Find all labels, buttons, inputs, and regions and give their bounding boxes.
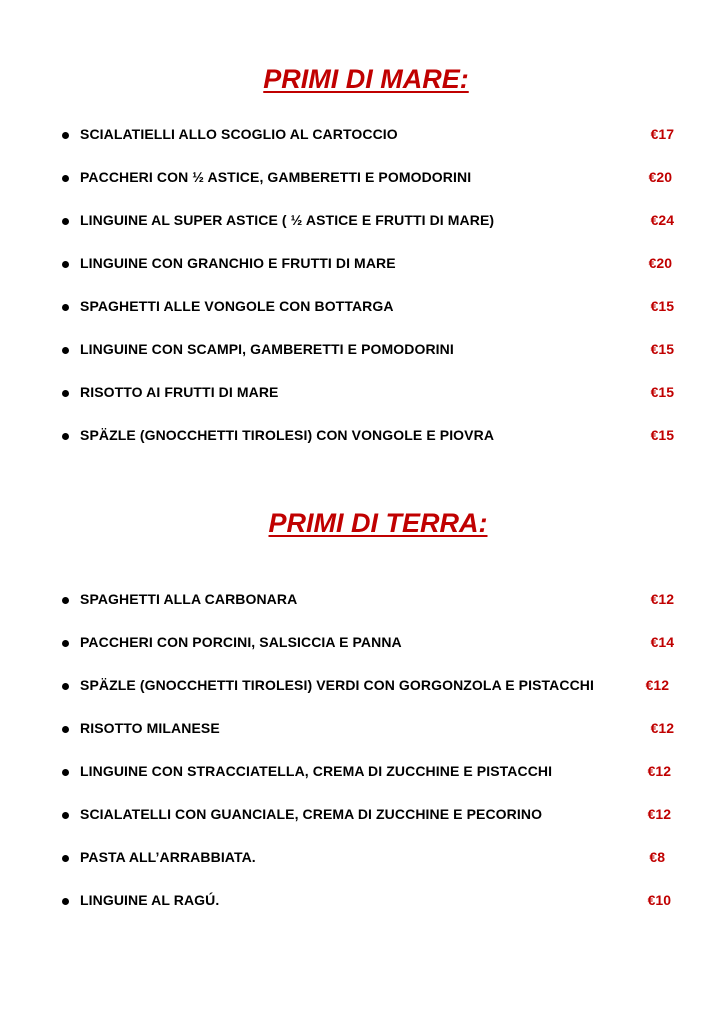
menu-item (0, 804, 724, 847)
dish-price: €20 (648, 255, 672, 271)
menu-item (0, 847, 724, 890)
dish-price: €15 (650, 384, 674, 400)
menu-item (0, 890, 724, 933)
menu-item (0, 425, 724, 468)
dish-price: €14 (650, 634, 674, 650)
menu-list-primi-di-mare (0, 124, 724, 468)
dish-price: €12 (650, 591, 674, 607)
bullet-icon (62, 132, 69, 139)
dish-name: RISOTTO AI FRUTTI DI MARE (80, 384, 279, 400)
menu-item (0, 761, 724, 804)
menu-item (0, 589, 724, 632)
bullet-icon (62, 812, 69, 819)
menu-item (0, 382, 724, 425)
dish-price: €20 (648, 169, 672, 185)
bullet-icon (62, 726, 69, 733)
menu-item (0, 675, 724, 718)
dish-price: €10 (647, 892, 671, 908)
dish-price: €17 (650, 126, 674, 142)
menu-item (0, 167, 724, 210)
dish-name: LINGUINE AL RAGÚ. (80, 892, 220, 908)
bullet-icon (62, 304, 69, 311)
bullet-icon (62, 640, 69, 647)
bullet-icon (62, 769, 69, 776)
section-title-primi-di-terra: PRIMI DI TERRA: (268, 508, 488, 538)
dish-name: LINGUINE CON GRANCHIO E FRUTTI DI MARE (80, 255, 396, 271)
dish-price: €15 (650, 341, 674, 357)
dish-name: SCIALATIELLI ALLO SCOGLIO AL CARTOCCIO (80, 126, 398, 142)
dish-name: RISOTTO MILANESE (80, 720, 220, 736)
dish-name: SPAGHETTI ALLA CARBONARA (80, 591, 298, 607)
menu-list-primi-di-terra (0, 589, 724, 933)
menu-item (0, 632, 724, 675)
bullet-icon (62, 175, 69, 182)
bullet-icon (62, 347, 69, 354)
dish-name: SCIALATELLI CON GUANCIALE, CREMA DI ZUCCHINE E PECORINO (80, 806, 543, 822)
dish-price: €12 (650, 720, 674, 736)
bullet-icon (62, 433, 69, 440)
bullet-icon (62, 898, 69, 905)
menu-item (0, 124, 724, 167)
bullet-icon (62, 218, 69, 225)
dish-name: SPAGHETTI ALLE VONGOLE CON BOTTARGA (80, 298, 394, 314)
menu-item (0, 253, 724, 296)
dish-name: SPÄZLE (GNOCCHETTI TIROLESI) VERDI CON GORGONZOLA E PISTACCHI (80, 677, 594, 693)
dish-name: PACCHERI CON PORCINI, SALSICCIA E PANNA (80, 634, 402, 650)
dish-price: €15 (650, 427, 674, 443)
menu-item (0, 718, 724, 761)
dish-name: SPÄZLE (GNOCCHETTI TIROLESI) CON VONGOLE E PIOVRA (80, 427, 495, 443)
dish-name: LINGUINE AL SUPER ASTICE ( ½ ASTICE E FRUTTI DI MARE) (80, 212, 495, 228)
bullet-icon (62, 390, 69, 397)
dish-price: €12 (645, 677, 669, 693)
dish-name: PACCHERI CON ½ ASTICE, GAMBERETTI E POMODORINI (80, 169, 472, 185)
bullet-icon (62, 597, 69, 604)
dish-price: €12 (647, 806, 671, 822)
dish-price: €24 (650, 212, 674, 228)
bullet-icon (62, 855, 69, 862)
dish-name: LINGUINE CON SCAMPI, GAMBERETTI E POMODORINI (80, 341, 454, 357)
dish-price: €15 (650, 298, 674, 314)
menu-item (0, 296, 724, 339)
menu-item (0, 339, 724, 382)
bullet-icon (62, 261, 69, 268)
menu-item (0, 210, 724, 253)
bullet-icon (62, 683, 69, 690)
dish-price: €8 (649, 849, 665, 865)
dish-price: €12 (647, 763, 671, 779)
section-title-primi-di-mare: PRIMI DI MARE: (263, 64, 469, 94)
dish-name: PASTA ALL’ARRABBIATA. (80, 849, 256, 865)
dish-name: LINGUINE CON STRACCIATELLA, CREMA DI ZUCCHINE E PISTACCHI (80, 763, 553, 779)
